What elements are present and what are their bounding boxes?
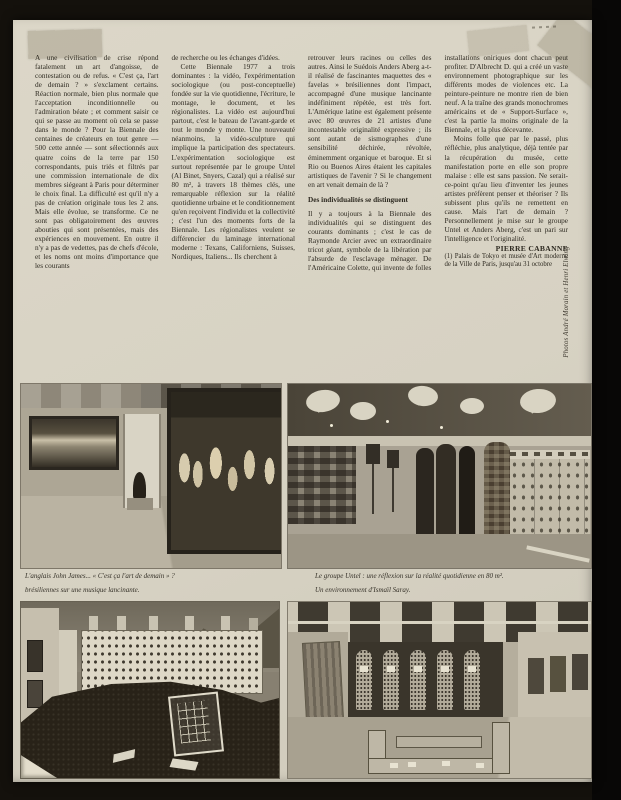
mannequin-label [360,666,368,672]
wooden-door-panel [302,641,344,723]
seated-person-silhouette [133,472,146,500]
caption-line: L'anglais John James... « C'est ça l'art de demain » ? [25,572,175,580]
visitor-silhouette [436,444,456,538]
mannequin-row [356,650,496,712]
footnote: (1) Palais de Tokyo et musée d'Art moderne de la Ville de Paris, jusqu'au 31 octobre [444,253,568,269]
small-framed-work [27,680,43,708]
patterned-mannequin [410,650,426,710]
patterned-mannequin [464,650,480,710]
ceiling-beam [288,621,591,624]
mannequin-label [468,666,476,672]
paragraph: Moins folle que par le passé, plus réfléchie, plus analytique, déjà tentée par la récupération du musée, cette manifestation porte en elle son propre malaise : elle est sans passion. Ne serait-ce-point qu'au lieu d'inventer les jeunes artistes préfèrent penser et théoriser ? Ils subissent plus qu'ils ne remettent en cause. Mais l'art de demain ? Personnellement je mise sur le groupe Untel et Anders Aberg, c'est un pari sur l'intelligence et l'originalité. [444,134,568,243]
article-column-4 [445,53,569,272]
paragraph: Il y a toujours à la Biennale des individualités qui se distinguent des courants dominants ; c'est le cas de Raymonde Arcier avec un extraordinaire tricot géant, symbole de la libération par l'absurde de l'esclavage ménager. De l'Américaine Colette, qui invente de folles [308,208,432,273]
photo-untel-environment [287,601,592,779]
photo-gallery-primavera [20,383,282,569]
white-sheets-on-tables [408,762,416,767]
article-text-block [35,53,568,272]
paragraph: de recherche ou les échanges d'idées. [171,53,280,62]
postcard-wall-banner [510,450,590,459]
display-stand-head [366,444,380,464]
caption-left [25,570,287,597]
caption-line: Un environnement d'Ismaïl Saray. [315,585,411,594]
patterned-mannequin [383,650,399,710]
photo-gallery-postcards [287,383,592,569]
display-table-right [492,722,510,774]
paragraph: A une civilisation de crise répond fatalement un art d'angoisse, de contestation ou de refus. « C'est ça, l'art de demain ? » s'exclament certains. Réaction normale, bien plus normale que l'acceptation inconditionnelle ou l'admiration béate ; et comment saisir ce qui se passe au moment où cela se passe dans le monde ? Pour la Biennale des centaines de créateurs en tout genre — 500 cette année — sont sélectionnés aux quatre coins de la terre par 150 correspondants, puis triés et filtrés par une commission internationale de dix membres siégeant à Paris pour déterminer le choix final. La difficulté est qu'il n'y a pas de création originale tous les 2 ans. Mais elle évolue, se transforme. Ce ne sont pas obligatoirement des œuvres abouties qui sont présentées, mais des expériences en mouvement. En outre il n'y a pas de vedettes, pas de chefs d'école, et les noms ont moins d'importance que les courants [35,53,159,271]
patterned-mannequin [437,650,453,710]
section-heading: Des individualités se distinguent [308,194,408,204]
caption-line: Le groupe Untel : une réflexion sur la réalité quotidienne en 80 m². [315,572,504,580]
visitor-silhouette [459,446,475,536]
author-signature: PIERRE CABANNE [495,243,568,253]
postcard-rack-wall-left [288,446,356,524]
wire-chair-grid [177,701,211,744]
postcard-rack-wall-right [510,459,590,543]
article-column-1 [35,53,159,272]
visitor-plaid-shirt [484,442,510,546]
framed-works-right-wall [528,658,544,694]
photo-credit-vertical: Photos André Morain et Henri Elwing [563,246,570,358]
mannequin-label [441,666,449,672]
patterned-mannequin [356,650,372,710]
article-column-3 [308,53,432,272]
hanging-light [440,426,443,429]
visitor-silhouette [416,448,434,534]
caption-line: brésiliennes sur une musique lancinante. [25,585,140,594]
display-table-inner [396,736,482,748]
speech-bubble-balloon [460,398,484,414]
display-stand-head [387,450,399,468]
paragraph: installations oniriques dont chacun peut profiter. D'Albrecht D. qui a créé un vaste environnement photographique sur les différents modes de violences etc. La peinture-peinture ne montre rien de bien neuf. A la traîne des grands monochromes américains et de « Support-Surface », c'est la partie la moins originale de la Biennale, et la plus décevante. [444,53,568,135]
scan-background-right [592,0,621,800]
speech-bubble-balloon [350,402,376,420]
mannequin-label [414,666,422,672]
pedestal [127,498,153,510]
paragraph: Cette Biennale 1977 a trois dominantes : la vidéo, l'expérimentation sociologique (ou post-conceptuelle) fondée sur la vie quotidienne, l'écriture, le montage, le document, et les régionalistes. La vidéo est aujourd'hui partout, c'est le bateau de l'avant-garde et tout le monde y monte. Une nouveauté néanmoins, la vidéo-sculpture qui implique la participation des spectateurs. L'expérimentation sociologique est surtout représentée par le groupe Untel (Al Binet, Snyers, Cazal) qui a réalisé sur 80 m², à travers 18 thèmes clés, une remarquable réflexion sur la réalité quotidienne urbaine et le conditionnement qu'en reçoivent l'individu et la collectivité ; c'est l'un des moments forts de la Biennale. Les régionalistes veulent se différencier du laminage international moderne : Texans, Californiens, Suisses, Nordiques, Italiens... Ils cherchent à [171,62,295,262]
magazine-page [13,20,592,782]
photo-favela-maquette [20,601,280,779]
painting-primavera [167,388,282,554]
mannequin-label [387,666,395,672]
article-column-2 [172,53,296,272]
painting-last-supper [29,416,119,470]
hanging-light [330,424,333,427]
hanging-light [386,420,389,423]
paragraph: retrouver leurs racines ou celles des autres. Ainsi le Suédois Anders Aberg a-t-il réalisé de fascinantes maquettes des « favelas » brésiliennes dont l'impact, accompagné d'une musique lancinante indéfiniment répétée, est très fort. L'Amérique latine est également présente avec 80 œuvres de 21 artistes d'une incontestable originalité expressive ; ils sont autant de sismographes d'une sensibilité déchirée, révoltée, éminemment organique et baroque. Et si Rio ou Buenos Aires étaient les capitales artistiques de l'avenir ? Si le changement en art venait demain de là ? [308,53,432,189]
small-framed-work [27,640,43,672]
caption-right [315,570,585,597]
display-table-bottom [368,758,510,774]
